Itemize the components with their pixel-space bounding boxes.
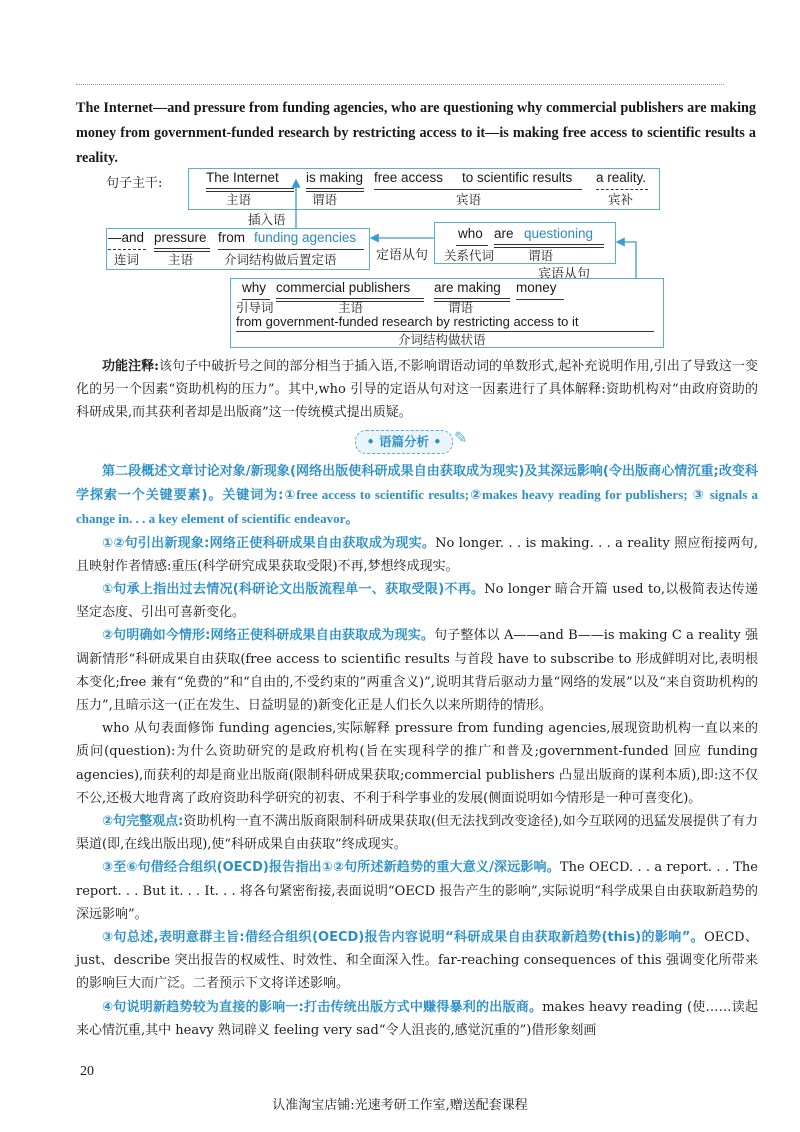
para-complete-view: ②句完整观点:资助机构一直不满出版商限制科研成果获取(但无法找到改变途径),如今互联网的迅猛发展提供了有力渠道(即,在线出版出现),使“科研成果自由获取”终成现实。 — [76, 814, 758, 853]
rel-who: who — [458, 226, 483, 241]
pen-icon: ✎ — [454, 428, 468, 447]
sentence-structure-diagram — [76, 168, 756, 354]
role-why-intro: 引导词 — [236, 300, 274, 315]
role-rel-pronoun: 关系代词 — [444, 248, 495, 263]
intro-sentence: The Internet—and pressure from funding agencies, who are questioning why commercial publishers are making money from government-funded research by restricting access to it—is making free access to scientific results a reality. — [76, 100, 756, 166]
why-object: money — [516, 280, 557, 295]
rel-questioning: questioning — [524, 226, 594, 241]
para-sentence-3: ③句总述,表明意群主旨:借经合组织(OECD)报告内容说明“科研成果自由获取新趋势(this)的影响”。OECD、just、describe 突出报告的权威性、时效性、和全面深入性。far-reaching consequences of this 强调变化所带来的影响巨大而广泛。二者预示下文将详述影响。 — [76, 930, 758, 992]
role-why-verb: 谓语 — [448, 300, 474, 315]
main-clause-label: 句子主干: — [106, 176, 163, 191]
main-object: free access — [374, 170, 444, 185]
role-object: 宾语 — [456, 192, 482, 207]
note-label: 功能注释: — [102, 359, 159, 374]
role-rel-verb: 谓语 — [528, 248, 554, 263]
note-text: 该句子中破折号之间的部分相当于插入语,不影响谓语动词的单数形式,起补充说明作用,引出了导致这一变化的另一个因素“资助机构的压力”。其中,who 引导的定语从句对这一因素进行了具体解释:资助机构对“由政府资助的科研成果,而其获利者却是出版商”这一传统模式提出质疑。 — [76, 359, 758, 421]
role-prep-attr: 介词结构做后置定语 — [224, 252, 337, 267]
main-complement: a reality. — [596, 170, 647, 185]
insert-dash-and: —and — [108, 230, 145, 245]
role-insert-subject: 主语 — [168, 252, 194, 267]
why-adverbial: from government-funded research by restricting access to it — [236, 314, 579, 329]
insert-from: from — [218, 230, 245, 245]
main-subject: The Internet — [206, 170, 279, 185]
page-number: 20 — [80, 1064, 94, 1079]
top-dotted-divider — [76, 84, 724, 85]
insert-label: 插入语 — [248, 212, 286, 227]
para-who-clause: who 从句表面修饰 funding agencies,实际解释 pressure from funding agencies,展现资助机构一直以来的质问(question):为什么资助研究的是政府机构(旨在实现科学的推广和普及;government-funded 回应 funding agencies),而获利的却是商业出版商(限制科研成果获取;commercial publishers 凸显出版商的谋利本质),即:这不仅不公,还极大地背离了政府资助科学研究的初衷、不利于科学事业的发展(侧面说明如今情形是一种可喜变化)。 — [76, 721, 758, 806]
para-sentence-3-6: ③至⑥句借经合组织(OECD)报告指出①②句所述新趋势的重大意义/深远影响。The OECD. . . a report. . . The report. . . But it. . . It. . . 将各句紧密衔接,表面说明“OECD 报告产生的影响”,实际说明“科学成果自由获取新趋势的深远影响”。 — [76, 860, 759, 922]
section-title: • 语篇分析 • — [355, 430, 453, 454]
insert-pressure: pressure — [154, 230, 207, 245]
why-subject: commercial publishers — [276, 280, 411, 295]
attr-clause-label: 定语从句 — [376, 248, 429, 263]
role-adverbial: 介词结构做状语 — [398, 332, 486, 347]
para-sentence-2: ②句明确如今情形:网络正使科研成果自由获取成为现实。句子整体以 A——and B——is making C a reality 强调新情形“科研成果自由获取(free access to scientific results 与首段 have to subscribe to 形成鲜明对比,表明根本变化;free 兼有“免费的”和“自由的,不受约束的”两重含义)”,说明其背后驱动力量“网络的发展”以及“来自资助机构的压力”,且暗示这一(正在发生、日益明显的)新变化正是人们长久以来所期待的情形。 — [76, 628, 758, 714]
para-sentence-1-2: ①②句引出新现象:网络正使科研成果自由获取成为现实。No longer. . . is making. . . a reality 照应衔接两句,且映射作者情感:重压(科学研究成果获取受限)不再,梦想终成现实。 — [76, 535, 758, 574]
why-verb: are making — [434, 280, 501, 295]
main-verb: is making — [306, 170, 364, 185]
para-sentence-1: ①句承上指出过去情况(科研论文出版流程单一、获取受限)不再。No longer 暗合开篇 used to,以极简表达传递坚定态度、引出可喜新变化。 — [76, 582, 759, 621]
obj-clause-label: 宾语从句 — [538, 267, 591, 282]
para-overview: 第二段概述文章讨论对象/新现象(网络出版使科研成果自由获取成为现实)及其深远影响(令出版商心情沉重;改变科学探索一个关键要素)。关键词为:①free access to scientific results;②makes heavy reading for publishers; ③ signals a change in. . . a key element of scientific endeavor。 — [76, 464, 758, 528]
analysis-body — [76, 460, 758, 1042]
diagram-arrows — [76, 168, 756, 354]
role-subject: 主语 — [226, 192, 252, 207]
role-complement: 宾补 — [608, 192, 634, 207]
footer-text: 认准淘宝店铺:光速考研工作室,赠送配套课程 — [272, 1098, 528, 1113]
why-word: why — [242, 280, 267, 295]
role-why-subject: 主语 — [338, 300, 364, 315]
role-verb: 谓语 — [312, 192, 338, 207]
para-sentence-4: ④句说明新趋势较为直接的影响一:打击传统出版方式中赚得暴利的出版商。makes heavy reading (使……读起来心情沉重,其中 heavy 熟词辟义 feeling very sad“令人沮丧的,感觉沉重的”)借形象刻画 — [76, 999, 758, 1038]
insert-funding-agencies: funding agencies — [254, 230, 357, 245]
role-conj: 连词 — [114, 252, 140, 267]
main-object-ext: to scientific results — [462, 170, 573, 185]
function-note — [76, 355, 758, 425]
rel-are: are — [494, 226, 514, 241]
